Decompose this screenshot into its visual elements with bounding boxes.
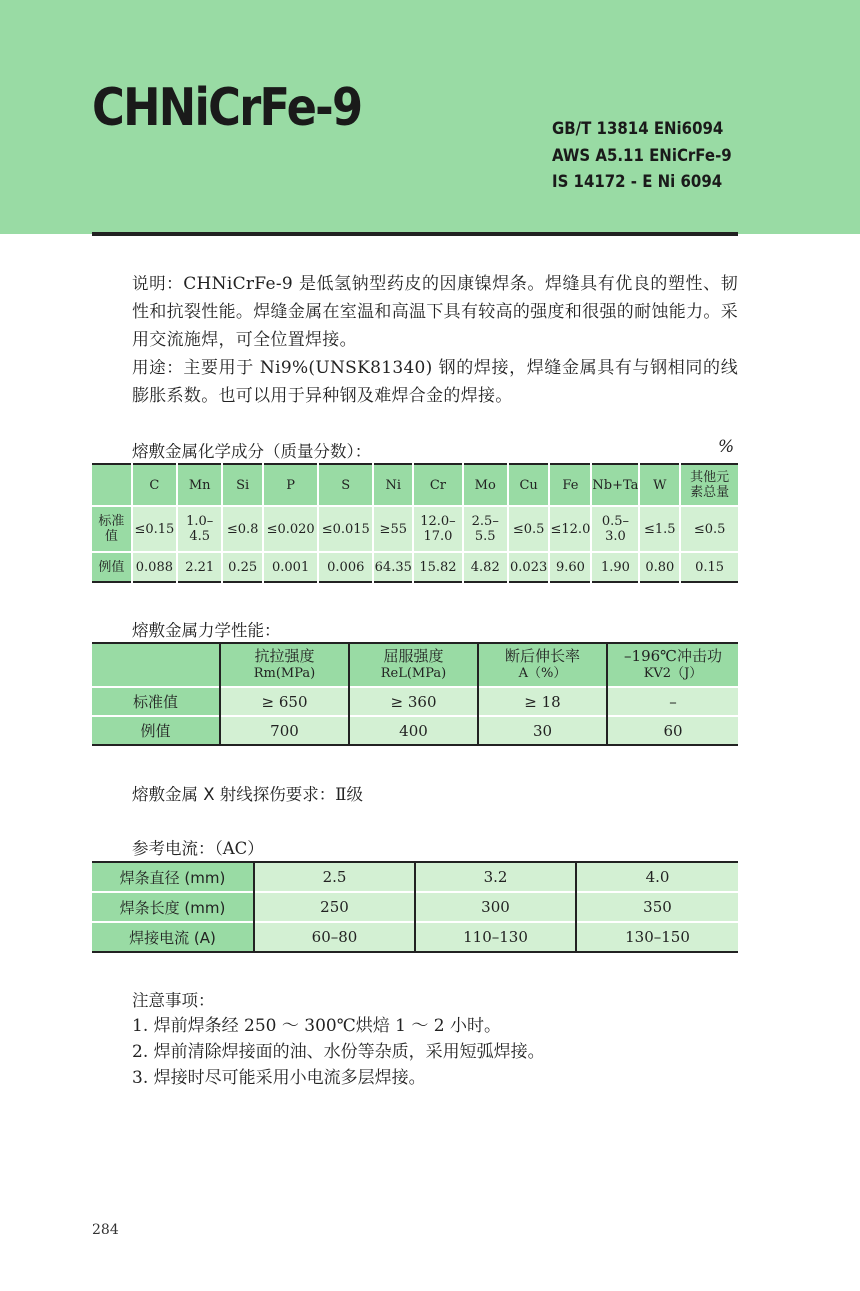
table-cell: 0.25 <box>222 552 263 582</box>
header-divider <box>92 232 738 236</box>
table-cell: ≤1.5 <box>639 506 680 552</box>
product-title: CHNiCrFe-9 <box>92 78 362 138</box>
table-cell: ≤0.5 <box>508 506 550 552</box>
table-cell: 350 <box>576 892 738 922</box>
table-cell: 64.35 <box>373 552 413 582</box>
table-cell: ≥ 360 <box>349 687 478 716</box>
table-cell: 60–80 <box>254 922 415 952</box>
table-cell: 700 <box>220 716 349 745</box>
table-cell: 9.60 <box>549 552 591 582</box>
row-label: 焊条直径 (mm) <box>92 862 254 892</box>
table-row <box>92 716 738 745</box>
table-cell: ≥55 <box>373 506 413 552</box>
chem-col-fe: Fe <box>549 464 591 506</box>
table-cell: 2.5–5.5 <box>463 506 508 552</box>
table-cell: ≤12.0 <box>549 506 591 552</box>
table-cell: 0.023 <box>508 552 550 582</box>
col-title: –196℃冲击功 <box>624 647 722 665</box>
chem-col-other: 其他元素总量 <box>680 464 738 506</box>
table-cell: ≤0.15 <box>132 506 177 552</box>
table-cell: ≤0.8 <box>222 506 263 552</box>
mechanical-heading: 熔敷金属力学性能： <box>132 621 281 640</box>
chem-col-p: P <box>263 464 318 506</box>
notes-heading: 注意事项： <box>132 991 215 1010</box>
table-row <box>92 506 738 552</box>
table-cell: 1.0–4.5 <box>177 506 222 552</box>
mech-col-yield <box>349 643 478 687</box>
usage-text: 主要用于 Ni9%(UNSK81340) 钢的焊接，焊缝金属具有与钢相同的线膨胀系数。也可以用于异种钢及难焊合金的焊接。 <box>132 358 738 406</box>
col-unit: A（%） <box>518 666 567 681</box>
table-cell: 4.82 <box>463 552 508 582</box>
xray-requirement <box>132 781 363 805</box>
chemical-unit: % <box>718 437 735 457</box>
table-cell: ≤0.015 <box>318 506 373 552</box>
standards-list <box>552 116 732 196</box>
table-cell: 30 <box>478 716 607 745</box>
table-cell: 60 <box>607 716 738 745</box>
table-cell: 110–130 <box>415 922 576 952</box>
table-cell: 400 <box>349 716 478 745</box>
xray-label: 熔敷金属 X 射线探伤要求： <box>132 785 336 804</box>
description-paragraph <box>92 270 738 354</box>
mech-col-impact <box>607 643 738 687</box>
chem-col-nbta: Nb+Ta <box>591 464 639 506</box>
description-label: 说明： <box>132 274 184 293</box>
table-cell: 4.0 <box>576 862 738 892</box>
chem-col-si: Si <box>222 464 263 506</box>
col-title: 断后伸长率 <box>504 647 580 665</box>
table-cell: 0.5–3.0 <box>591 506 639 552</box>
list-item: 2. 焊前清除焊接面的油、水份等杂质，采用短弧焊接。 <box>132 1042 545 1062</box>
current-heading-line <box>132 835 264 859</box>
chemical-heading: 熔敷金属化学成分（质量分数）： <box>132 442 372 461</box>
table-cell: – <box>607 687 738 716</box>
row-label: 例值 <box>92 716 220 745</box>
table-cell: 0.80 <box>639 552 680 582</box>
row-label: 焊条长度 (mm) <box>92 892 254 922</box>
description-text: CHNiCrFe-9 是低氢钠型药皮的因康镍焊条。焊缝具有优良的塑性、韧性和抗裂性能。焊缝金属在室温和高温下具有较高的强度和很强的耐蚀能力。采用交流施焊，可全位置焊接。 <box>132 274 738 350</box>
chem-col-c: C <box>132 464 177 506</box>
mech-col-corner <box>92 643 220 687</box>
chem-col-s: S <box>318 464 373 506</box>
chem-col-mn: Mn <box>177 464 222 506</box>
table-cell: 3.2 <box>415 862 576 892</box>
usage-label: 用途： <box>132 358 184 377</box>
table-cell: ≥ 18 <box>478 687 607 716</box>
col-title: 屈服强度 <box>383 647 444 665</box>
xray-value: Ⅱ级 <box>335 785 364 804</box>
chem-col-mo: Mo <box>463 464 508 506</box>
row-label: 标准值 <box>92 687 220 716</box>
table-cell: ≤0.5 <box>680 506 738 552</box>
mechanical-header-row <box>92 643 738 687</box>
page-number: 284 <box>92 1222 119 1238</box>
table-cell: 15.82 <box>413 552 462 582</box>
current-type: （AC） <box>214 839 264 858</box>
table-cell: ≥ 650 <box>220 687 349 716</box>
col-unit: Rm(MPa) <box>253 666 316 681</box>
table-row <box>92 922 738 952</box>
chem-col-w: W <box>639 464 680 506</box>
col-title: 抗拉强度 <box>254 647 315 665</box>
table-cell: ≤0.020 <box>263 506 318 552</box>
standard-is: IS 14172 - E Ni 6094 <box>552 172 723 192</box>
row-label: 例值 <box>92 552 132 582</box>
table-cell: 0.001 <box>263 552 318 582</box>
chemical-header-row <box>92 464 738 506</box>
list-item: 3. 焊接时尽可能采用小电流多层焊接。 <box>132 1068 426 1088</box>
table-row <box>92 892 738 922</box>
table-cell: 300 <box>415 892 576 922</box>
mech-col-tensile <box>220 643 349 687</box>
row-label: 焊接电流 (A) <box>92 922 254 952</box>
list-item: 1. 焊前焊条经 250 ～ 300℃烘焙 1 ～ 2 小时。 <box>132 1016 501 1036</box>
usage-paragraph <box>92 354 738 410</box>
table-row <box>92 687 738 716</box>
notes-list <box>132 1013 545 1091</box>
col-unit: ReL(MPa) <box>380 666 447 681</box>
current-heading: 参考电流： <box>132 839 215 858</box>
mech-col-elongation <box>478 643 607 687</box>
table-cell: 2.5 <box>254 862 415 892</box>
chem-col-cu: Cu <box>508 464 550 506</box>
table-cell: 2.21 <box>177 552 222 582</box>
table-cell: 0.088 <box>132 552 177 582</box>
mechanical-table <box>92 642 738 746</box>
table-cell: 130–150 <box>576 922 738 952</box>
table-cell: 250 <box>254 892 415 922</box>
chem-col-corner <box>92 464 132 506</box>
chemical-table <box>92 463 738 583</box>
standard-aws: AWS A5.11 ENiCrFe-9 <box>552 145 732 166</box>
table-row <box>92 552 738 582</box>
standard-gb: GB/T 13814 ENi6094 <box>552 119 724 139</box>
table-row <box>92 862 738 892</box>
chem-col-ni: Ni <box>373 464 413 506</box>
row-label: 标准值 <box>92 506 132 552</box>
table-cell: 0.006 <box>318 552 373 582</box>
col-unit: KV2（J） <box>643 666 703 681</box>
chem-col-cr: Cr <box>413 464 462 506</box>
current-table <box>92 861 738 953</box>
table-cell: 1.90 <box>591 552 639 582</box>
table-cell: 0.15 <box>680 552 738 582</box>
table-cell: 12.0–17.0 <box>413 506 462 552</box>
